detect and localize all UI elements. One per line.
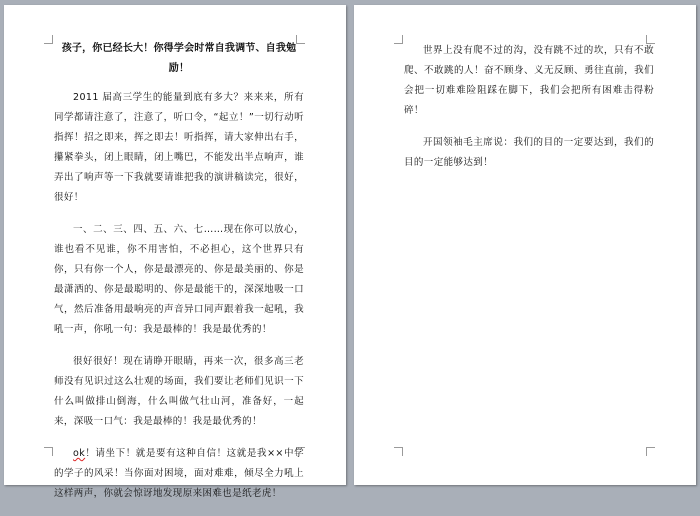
paragraph-1: 2011 届高三学生的能量到底有多大？来来来，所有同学都请注意了，注意了，听口令，“起立！”一切行动听指挥！招之即来，挥之即去！听指挥，请大家伸出右手，攥紧拳头，闭上眼睛，闭上嘴巴，不能发出半点响声，谁弄出了响声等一下我就要请谁把我的演讲稿读完，很好，很好！ <box>54 92 304 203</box>
document-page-1 <box>4 5 346 499</box>
page-1-body[interactable] <box>54 39 304 516</box>
crop-mark-top-left <box>44 35 53 44</box>
paragraph-4 <box>54 444 304 504</box>
crop-mark-bottom-left <box>394 447 403 456</box>
document-page-2 <box>354 5 696 485</box>
paragraph-6: 开国领袖毛主席说：我们的目的一定要达到，我们的目的一定能够达到！ <box>404 137 654 168</box>
spellcheck-word-ok: ok <box>73 448 86 459</box>
document-title: 孩子，你已经长大！你得学会时常自我调节、自我勉励！ <box>61 43 297 74</box>
paragraph-5: 世界上没有爬不过的沟，没有跳不过的坎，只有不敢爬、不敢跳的人！奋不顾身、义无反顾、勇往直前，我们会把一切难难险阻踩在脚下，我们会把所有困难击得粉碎！ <box>404 45 654 116</box>
crop-mark-top-left <box>394 35 403 44</box>
crop-mark-bottom-left <box>44 447 53 456</box>
paragraph-4-text: ！请坐下！就是要有这种自信！这就是我××中学的学子的风采！当你面对困境，面对难难，倾尽全力吼上这样两声，你就会惊讶地发现原来困难也是纸老虎！ <box>54 448 304 499</box>
crop-mark-bottom-right <box>646 447 655 456</box>
paragraph-3: 很好很好！现在请睁开眼睛，再来一次，很多高三老师没有见识过这么壮观的场面，我们要让老师们见识一下什么叫做排山倒海，什么叫做气壮山河，准备好，一起来，深吸一口气：我是最棒的！我是最优秀的！ <box>54 356 304 427</box>
paragraph-2: 一、二、三、四、五、六、七……现在你可以放心，谁也看不见谁，你不用害怕，不必担心，这个世界只有你，只有你一个人，你是最漂亮的、你是最美丽的、你是最潇洒的、你是最聪明的、你是最能干的，深深地吸一口气，然后准备用最响亮的声音异口同声跟着我一起吼，我吼一声，你吼一句：我是最棒的！我是最优秀的！ <box>54 224 304 335</box>
page-2-body[interactable] <box>404 41 654 185</box>
